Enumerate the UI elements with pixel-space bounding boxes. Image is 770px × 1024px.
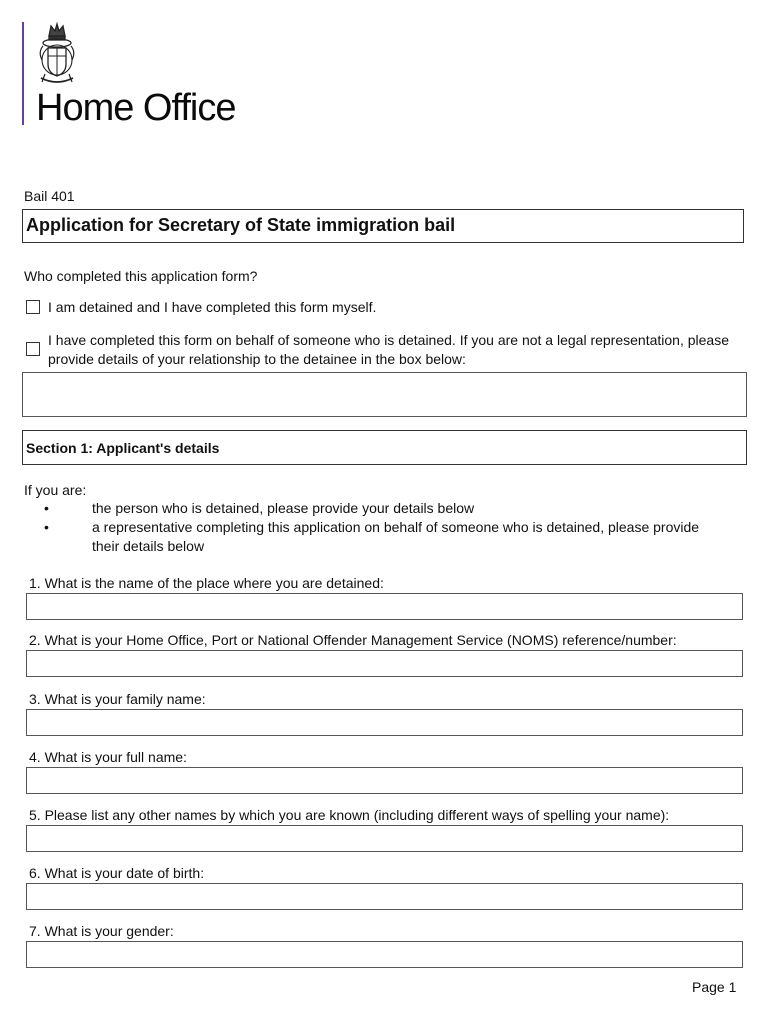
brand-accent-bar [22, 22, 24, 125]
on-behalf-label: I have completed this form on behalf of someone who is detained. If you are not a legal representation, please provide details of your relationship to the detainee in the box below: [48, 332, 729, 367]
on-behalf-checkbox[interactable] [26, 342, 40, 356]
page-number: Page 1 [692, 979, 737, 995]
section-1-title: Section 1: Applicant's details [22, 430, 747, 465]
family-name-label: 3. What is your family name: [29, 691, 206, 707]
place-of-detention-input[interactable] [26, 593, 743, 620]
reference-number-input[interactable] [26, 650, 743, 677]
relationship-details-input[interactable] [22, 372, 747, 417]
form-title: Application for Secretary of State immigration bail [22, 209, 744, 243]
other-names-label: 5. Please list any other names by which you are known (including different ways of spelling your name): [29, 807, 670, 823]
section-1-intro: If you are: [24, 482, 87, 498]
full-name-input[interactable] [26, 767, 743, 794]
bullet-text: the person who is detained, please provide your details below [92, 500, 475, 516]
gender-label: 7. What is your gender: [29, 923, 174, 939]
royal-coat-of-arms-icon [36, 22, 78, 90]
date-of-birth-label: 6. What is your date of birth: [29, 865, 205, 881]
bullet-icon: • [44, 500, 49, 516]
bullet-text: a representative completing this application on behalf of someone who is detained, please provide their details below [92, 519, 700, 554]
self-completed-label: I am detained and I have completed this form myself. [48, 299, 377, 315]
list-item [44, 499, 724, 518]
full-name-label: 4. What is your full name: [29, 749, 187, 765]
self-completed-checkbox[interactable] [26, 300, 40, 314]
reference-number-label: 2. What is your Home Office, Port or National Offender Management Service (NOMS) reference/number: [29, 632, 677, 648]
applicant-type-list [44, 499, 724, 556]
list-item [44, 518, 724, 556]
completed-by-question: Who completed this application form? [24, 268, 258, 284]
other-names-input[interactable] [26, 825, 743, 852]
bullet-icon: • [44, 519, 49, 535]
home-office-logo-text: Home Office [36, 87, 236, 129]
place-of-detention-label: 1. What is the name of the place where you are detained: [29, 575, 384, 591]
form-code: Bail 401 [24, 188, 75, 204]
gender-input[interactable] [26, 941, 743, 968]
date-of-birth-input[interactable] [26, 883, 743, 910]
family-name-input[interactable] [26, 709, 743, 736]
